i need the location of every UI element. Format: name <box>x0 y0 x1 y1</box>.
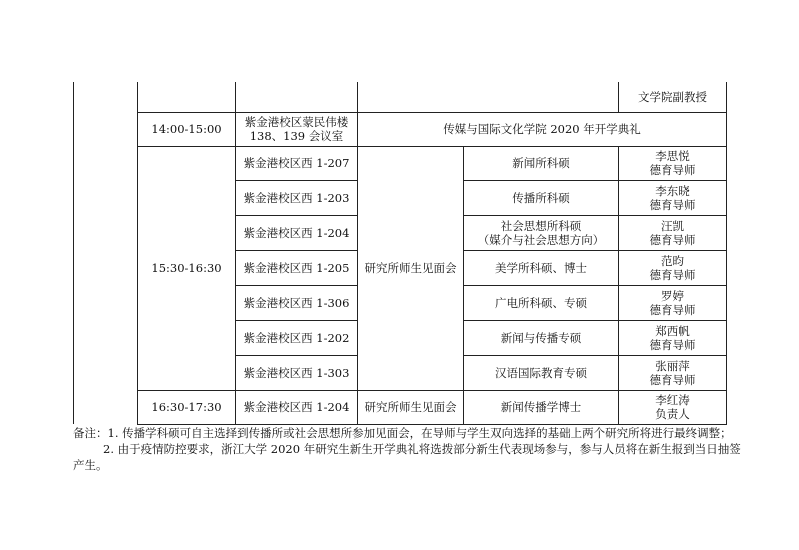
contact-cell: 范昀 德育导师 <box>619 250 727 285</box>
contact-cell: 李红涛 负责人 <box>619 390 727 424</box>
program-cell: 社会思想所科硕 （媒介与社会思想方向） <box>464 215 619 250</box>
time-cell: 14:00-15:00 <box>138 112 236 146</box>
location-cell: 紫金港校区西 1-204 <box>236 390 358 424</box>
note-item <box>73 425 733 441</box>
location-cell: 紫金港校区西 1-202 <box>236 320 358 355</box>
contact-cell: 李东晓 德育导师 <box>619 180 727 215</box>
table-row <box>74 112 727 146</box>
event-cell <box>358 82 619 112</box>
location-cell: 紫金港校区西 1-205 <box>236 250 358 285</box>
table-row <box>74 146 727 180</box>
time-cell <box>138 82 236 112</box>
program-cell: 传播所科硕 <box>464 180 619 215</box>
contact-cell <box>619 82 727 112</box>
table-row <box>74 82 727 112</box>
contact-title: 文学院副教授 <box>638 89 707 104</box>
contact-cell: 张丽萍 德育导师 <box>619 355 727 390</box>
location-cell: 紫金港校区西 1-203 <box>236 180 358 215</box>
location-cell: 紫金港校区西 1-204 <box>236 215 358 250</box>
note-item <box>73 441 741 457</box>
left-blank-cell <box>74 82 138 424</box>
notes-section <box>73 425 741 473</box>
schedule-table <box>73 82 727 425</box>
location-cell: 紫金港校区蒙民伟楼 138、139 会议室 <box>236 112 358 146</box>
program-cell: 新闻所科硕 <box>464 146 619 180</box>
time-cell: 15:30-16:30 <box>138 146 236 390</box>
event-cell: 传媒与国际文化学院 2020 年开学典礼 <box>358 112 727 146</box>
event-cell: 研究所师生见面会 <box>358 146 464 390</box>
table-row <box>74 390 727 424</box>
program-cell: 新闻与传播专硕 <box>464 320 619 355</box>
note-continuation: 产生。 <box>73 458 108 472</box>
location-cell <box>236 82 358 112</box>
program-cell: 汉语国际教育专硕 <box>464 355 619 390</box>
location-cell: 紫金港校区西 1-306 <box>236 285 358 320</box>
contact-cell: 郑西帆 德育导师 <box>619 320 727 355</box>
program-cell: 广电所科硕、专硕 <box>464 285 619 320</box>
note-text: 传播学科硕可自主选择到传播所或社会思想所参加见面会，在导师与学生双向选择的基础上两个研究所将进行最终调整； <box>122 426 732 440</box>
event-cell: 研究所师生见面会 <box>358 390 464 424</box>
location-cell: 紫金港校区西 1-303 <box>236 355 358 390</box>
note-number: 1. <box>107 426 119 440</box>
contact-cell: 罗婷 德育导师 <box>619 285 727 320</box>
note-text: 由于疫情防控要求，浙江大学 2020 年研究生新生开学典礼将选拨部分新生代表现场参与，参与人员将在新生报到当日抽签 <box>117 442 741 456</box>
contact-cell: 汪凯 德育导师 <box>619 215 727 250</box>
location-cell: 紫金港校区西 1-207 <box>236 146 358 180</box>
program-cell: 新闻传播学博士 <box>464 390 619 424</box>
contact-cell: 李思悦 德育导师 <box>619 146 727 180</box>
notes-label: 备注： <box>73 426 108 440</box>
time-cell: 16:30-17:30 <box>138 390 236 424</box>
program-cell: 美学所科硕、博士 <box>464 250 619 285</box>
note-number: 2. <box>103 442 114 456</box>
